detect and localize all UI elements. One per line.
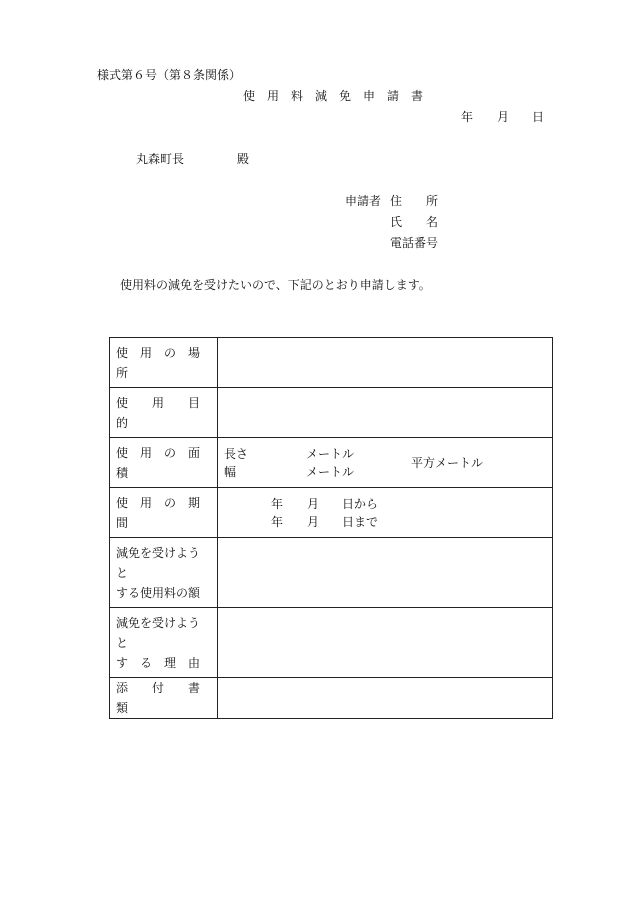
reason-row	[110, 608, 553, 678]
attachment-row	[110, 678, 553, 719]
place-label: 使 用 の 場 所	[110, 338, 218, 388]
application-statement: 使用料の減免を受けたいので、下記のとおり申請します。	[120, 278, 431, 292]
applicant-name-label: 氏 名	[390, 215, 439, 229]
reason-value-cell[interactable]	[218, 608, 553, 678]
form-number: 様式第６号（第８条関係）	[97, 68, 242, 82]
document-title: 使 用 料 減 免 申 請 書	[243, 89, 424, 103]
applicant-address-label: 住 所	[390, 194, 439, 208]
area-width-label: 幅	[224, 465, 237, 479]
period-end-day-label: 日まで	[342, 515, 379, 529]
reason-label-line-2: す る 理 由	[116, 655, 201, 670]
purpose-label: 使 用 目 的	[110, 388, 218, 438]
date-day-label: 日	[532, 110, 545, 124]
amount-label	[110, 538, 218, 608]
period-start-month-label: 月	[307, 497, 320, 511]
area-length-label: 長さ	[224, 447, 249, 461]
area-length-unit: メートル	[306, 447, 355, 461]
date-year-label: 年	[461, 110, 474, 124]
amount-label-line-2: する使用料の額	[116, 585, 201, 600]
applicant-phone-label: 電話番号	[390, 236, 439, 250]
amount-value-cell[interactable]	[218, 538, 553, 608]
area-row	[110, 438, 553, 488]
amount-row	[110, 538, 553, 608]
place-value-cell[interactable]	[218, 338, 553, 388]
area-total-unit: 平方メートル	[411, 456, 484, 470]
period-row	[110, 488, 553, 538]
period-label: 使 用 の 期 間	[110, 488, 218, 538]
purpose-row	[110, 388, 553, 438]
addressee-name: 丸森町長	[136, 152, 185, 166]
place-row	[110, 338, 553, 388]
attachment-label: 添 付 書 類	[110, 678, 218, 719]
purpose-value-cell[interactable]	[218, 388, 553, 438]
period-value-cell[interactable]	[218, 488, 553, 538]
applicant-label: 申請者	[345, 194, 382, 208]
reason-label-line-1: 減免を受けようと	[116, 615, 201, 650]
period-end-year-label: 年	[271, 515, 284, 529]
area-value-cell[interactable]	[218, 438, 553, 488]
area-label: 使 用 の 面 積	[110, 438, 218, 488]
area-width-unit: メートル	[306, 465, 355, 479]
period-end-month-label: 月	[307, 515, 320, 529]
attachment-value-cell[interactable]	[218, 678, 553, 719]
addressee-honorific: 殿	[237, 152, 250, 166]
reason-label	[110, 608, 218, 678]
period-start-day-label: 日から	[342, 497, 379, 511]
amount-label-line-1: 減免を受けようと	[116, 545, 201, 580]
period-start-year-label: 年	[271, 497, 284, 511]
date-month-label: 月	[497, 110, 510, 124]
application-table	[109, 337, 553, 719]
